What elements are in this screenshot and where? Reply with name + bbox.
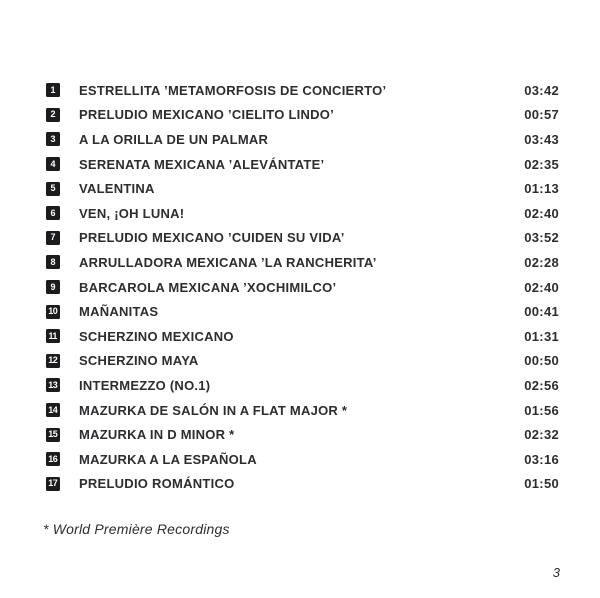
track-duration: 02:40 xyxy=(524,205,559,221)
track-duration: 02:56 xyxy=(524,377,559,393)
track-duration: 03:42 xyxy=(524,82,559,98)
track-row xyxy=(46,152,559,177)
track-number-badge xyxy=(46,157,60,171)
track-number: 3 xyxy=(50,133,55,144)
track-row xyxy=(46,78,559,103)
track-number: 7 xyxy=(50,232,55,243)
track-number: 8 xyxy=(50,256,55,267)
track-number: 13 xyxy=(48,379,58,390)
track-duration: 01:56 xyxy=(524,402,559,418)
track-title: PRELUDIO MEXICANO ’CIELITO LINDO’ xyxy=(79,107,335,123)
track-row xyxy=(46,127,559,152)
track-number: 9 xyxy=(50,281,55,292)
page-number: 3 xyxy=(552,565,560,580)
track-row xyxy=(46,275,559,300)
track-number: 17 xyxy=(48,478,58,489)
track-number: 2 xyxy=(50,109,55,120)
track-number-badge xyxy=(46,354,60,368)
track-title: MAZURKA A LA ESPAÑOLA xyxy=(79,451,257,467)
world-premiere-footnote: * World Première Recordings xyxy=(43,521,230,537)
track-title: ESTRELLITA ’METAMORFOSIS DE CONCIERTO’ xyxy=(79,82,387,98)
track-duration: 00:41 xyxy=(524,304,559,320)
track-row xyxy=(46,373,559,398)
track-number: 16 xyxy=(48,453,58,464)
track-number-badge xyxy=(46,83,60,97)
track-title: A LA ORILLA DE UN PALMAR xyxy=(79,131,269,147)
track-title: ARRULLADORA MEXICANA ’LA RANCHERITA’ xyxy=(79,254,377,270)
track-number-badge xyxy=(46,182,60,196)
track-number-badge xyxy=(46,108,60,122)
track-number: 11 xyxy=(48,330,57,341)
track-row xyxy=(46,398,559,423)
track-duration: 02:35 xyxy=(524,156,559,172)
track-duration: 00:57 xyxy=(524,107,559,123)
track-title: BARCAROLA MEXICANA ’XOCHIMILCO’ xyxy=(79,279,337,295)
track-number: 4 xyxy=(50,158,55,169)
track-number-badge xyxy=(46,231,60,245)
track-duration: 02:32 xyxy=(524,427,559,443)
track-row xyxy=(46,422,559,447)
track-row xyxy=(46,299,559,324)
track-row xyxy=(46,103,559,128)
track-duration: 02:40 xyxy=(524,279,559,295)
track-title: VALENTINA xyxy=(79,181,155,197)
track-number-badge xyxy=(46,132,60,146)
track-title: PRELUDIO MEXICANO ’CUIDEN SU VIDA’ xyxy=(79,230,345,246)
track-title: INTERMEZZO (NO.1) xyxy=(79,377,211,393)
track-number-badge xyxy=(46,206,60,220)
track-row xyxy=(46,472,559,497)
track-number: 12 xyxy=(48,355,58,366)
track-number-badge xyxy=(46,280,60,294)
track-row xyxy=(46,447,559,472)
track-duration: 02:28 xyxy=(524,254,559,270)
track-duration: 03:16 xyxy=(524,451,559,467)
track-title: PRELUDIO ROMÁNTICO xyxy=(79,476,235,492)
track-row xyxy=(46,349,559,374)
track-row xyxy=(46,201,559,226)
track-row xyxy=(46,226,559,251)
track-number: 5 xyxy=(50,183,55,194)
track-number: 15 xyxy=(48,429,58,440)
track-title: SCHERZINO MAYA xyxy=(79,353,199,369)
track-number: 10 xyxy=(48,306,58,317)
track-duration: 03:43 xyxy=(524,131,559,147)
track-number-badge xyxy=(46,428,60,442)
track-number-badge xyxy=(46,477,60,491)
track-duration: 01:50 xyxy=(524,476,559,492)
track-number-badge xyxy=(46,452,60,466)
track-duration: 01:31 xyxy=(524,328,559,344)
track-number-badge xyxy=(46,305,60,319)
track-title: SCHERZINO MEXICANO xyxy=(79,328,234,344)
track-title: SERENATA MEXICANA ’ALEVÁNTATE’ xyxy=(79,156,325,172)
track-title: MAÑANITAS xyxy=(79,304,159,320)
track-row xyxy=(46,176,559,201)
track-number: 6 xyxy=(50,207,55,218)
track-number: 1 xyxy=(50,84,55,95)
track-title: MAZURKA DE SALÓN IN A FLAT MAJOR * xyxy=(79,402,348,418)
track-number-badge xyxy=(46,255,60,269)
track-row xyxy=(46,250,559,275)
track-number-badge xyxy=(46,329,60,343)
track-duration: 01:13 xyxy=(524,181,559,197)
track-title: VEN, ¡OH LUNA! xyxy=(79,205,185,221)
track-number: 14 xyxy=(48,404,58,415)
track-duration: 00:50 xyxy=(524,353,559,369)
track-number-badge xyxy=(46,403,60,417)
track-row xyxy=(46,324,559,349)
track-duration: 03:52 xyxy=(524,230,559,246)
track-number-badge xyxy=(46,378,60,392)
track-list xyxy=(46,78,559,496)
track-title: MAZURKA IN D MINOR * xyxy=(79,427,235,443)
